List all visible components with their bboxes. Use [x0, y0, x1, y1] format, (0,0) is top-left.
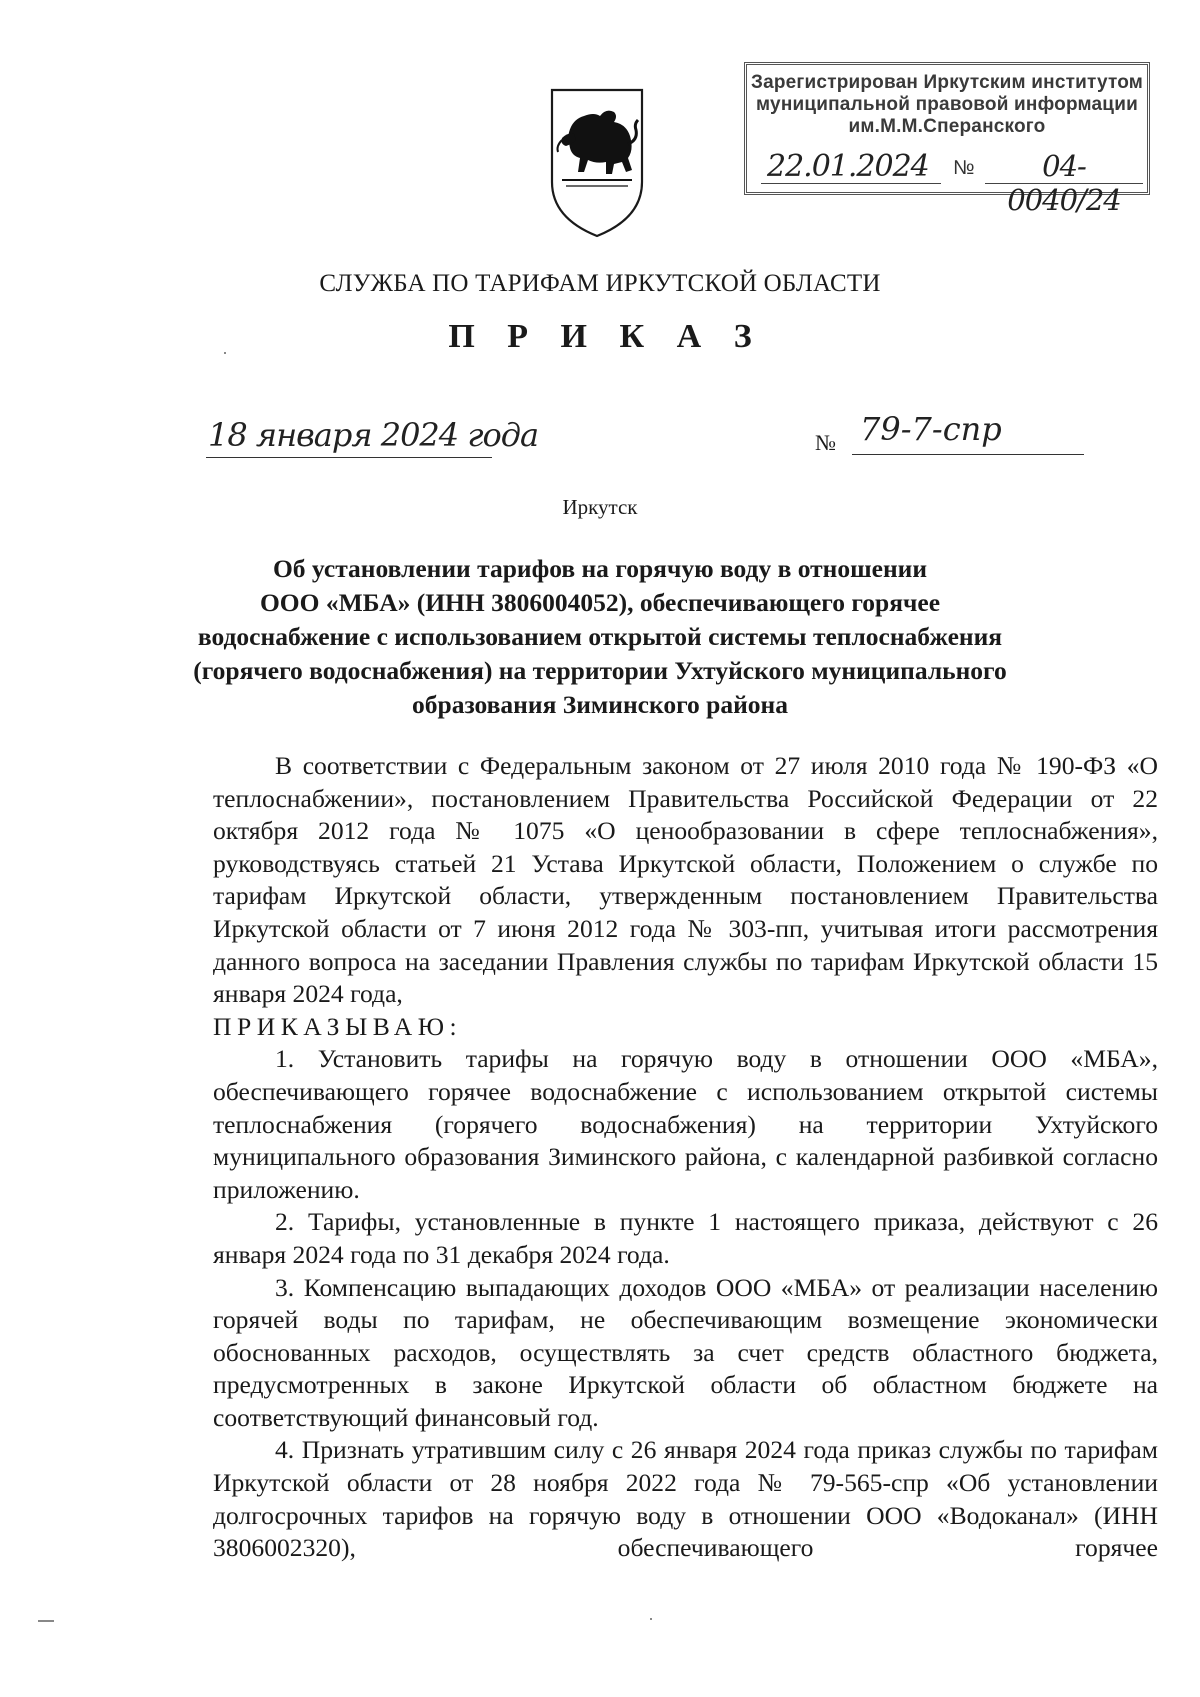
subject-line: образования Зиминского района	[412, 690, 788, 719]
order-body	[213, 750, 1158, 1565]
order-item-1: 1. Установить тарифы на горячую воду в отношении ООО «МБА», обеспечивающего горячее водоснабжение с использованием открытой системы теплоснабжения (горячего водоснабжения) на территории Ухтуйского муниципального образования Зиминского района, с календарной разбивкой согласно приложению.	[213, 1044, 1158, 1204]
stamp-line-2: муниципальной правовой информации	[756, 94, 1138, 115]
agency-name: СЛУЖБА ПО ТАРИФАМ ИРКУТСКОЙ ОБЛАСТИ	[319, 270, 881, 297]
subject-line: Об установлении тарифов на горячую воду в отношении	[272, 554, 928, 583]
registration-stamp	[744, 62, 1150, 217]
stamp-date-underline	[761, 183, 941, 184]
scan-artifact	[224, 352, 226, 354]
order-number-underline	[852, 454, 1084, 455]
stamp-number-sign: №	[953, 157, 975, 179]
order-item-4: 4. Признать утратившим силу с 26 января 2024 года приказ службы по тарифам Иркутской области от 28 ноября 2022 года № 79-565-спр «Об установлении долгосрочных тарифов на горячую воду в отношении ООО «Водоканал» (ИНН 3806002320), обеспечивающего горячее	[213, 1435, 1158, 1563]
stamp-line-3: им.М.М.Сперанского	[848, 116, 1046, 137]
order-date: 18 января 2024 года	[208, 416, 539, 454]
city-name: Иркутск	[562, 495, 638, 519]
stamp-registration-row	[757, 149, 1139, 217]
decree-word: ПРИКАЗЫВАЮ:	[213, 1011, 463, 1041]
subject-line: (горячего водоснабжения) на территории Ухтуйского муниципального	[193, 656, 1007, 685]
subject-line: водоснабжение с использованием открытой системы теплоснабжения	[197, 622, 1003, 651]
order-number-label: №	[815, 430, 836, 455]
order-number: 79-7-спр	[860, 410, 1002, 448]
stamp-registration-date: 22.01.2024	[767, 149, 929, 184]
scan-artifact	[650, 1618, 652, 1620]
preamble-paragraph: В соответствии с Федеральным законом от 27 июля 2010 года № 190-ФЗ «О теплоснабжении», постановлением Правительства Российской Федерации от 22 октября 2012 года № 1075 «О ценообразовании в сфере теплоснабжения», руководствуясь статьей 21 Устава Иркутской области, Положением о службе по тарифам Иркутской области, утвержденным постановлением Правительства Иркутской области от 7 июня 2012 года № 303-пп, учитывая итоги рассмотрения данного вопроса на заседании Правления службы по тарифам Иркутской области 15 января 2024 года,	[213, 751, 1158, 1009]
coat-of-arms-icon	[548, 86, 646, 240]
document-title: П Р И К А З	[448, 318, 764, 355]
order-item-3: 3. Компенсацию выпадающих доходов ООО «МБА» от реализации населению горячей воды по тарифам, не обеспечивающим возмещение экономически обоснованных расходов, осуществлять за счет средств областного бюджета, предусмотренных в законе Иркутской области об областном бюджете на соответствующий финансовый год.	[213, 1272, 1158, 1432]
scan-artifact	[38, 1620, 54, 1622]
subject-line: ООО «МБА» (ИНН 3806004052), обеспечивающего горячее	[259, 588, 941, 617]
order-date-underline	[206, 457, 492, 458]
order-subject	[160, 552, 1040, 722]
stamp-number-underline	[985, 183, 1143, 184]
stamp-line-1: Зарегистрирован Иркутским институтом	[750, 72, 1144, 93]
order-item-2: 2. Тарифы, установленные в пункте 1 настоящего приказа, действуют с 26 января 2024 года по 31 декабря 2024 года.	[213, 1207, 1158, 1269]
stamp-registration-number: 04-0040/24	[1007, 149, 1121, 217]
